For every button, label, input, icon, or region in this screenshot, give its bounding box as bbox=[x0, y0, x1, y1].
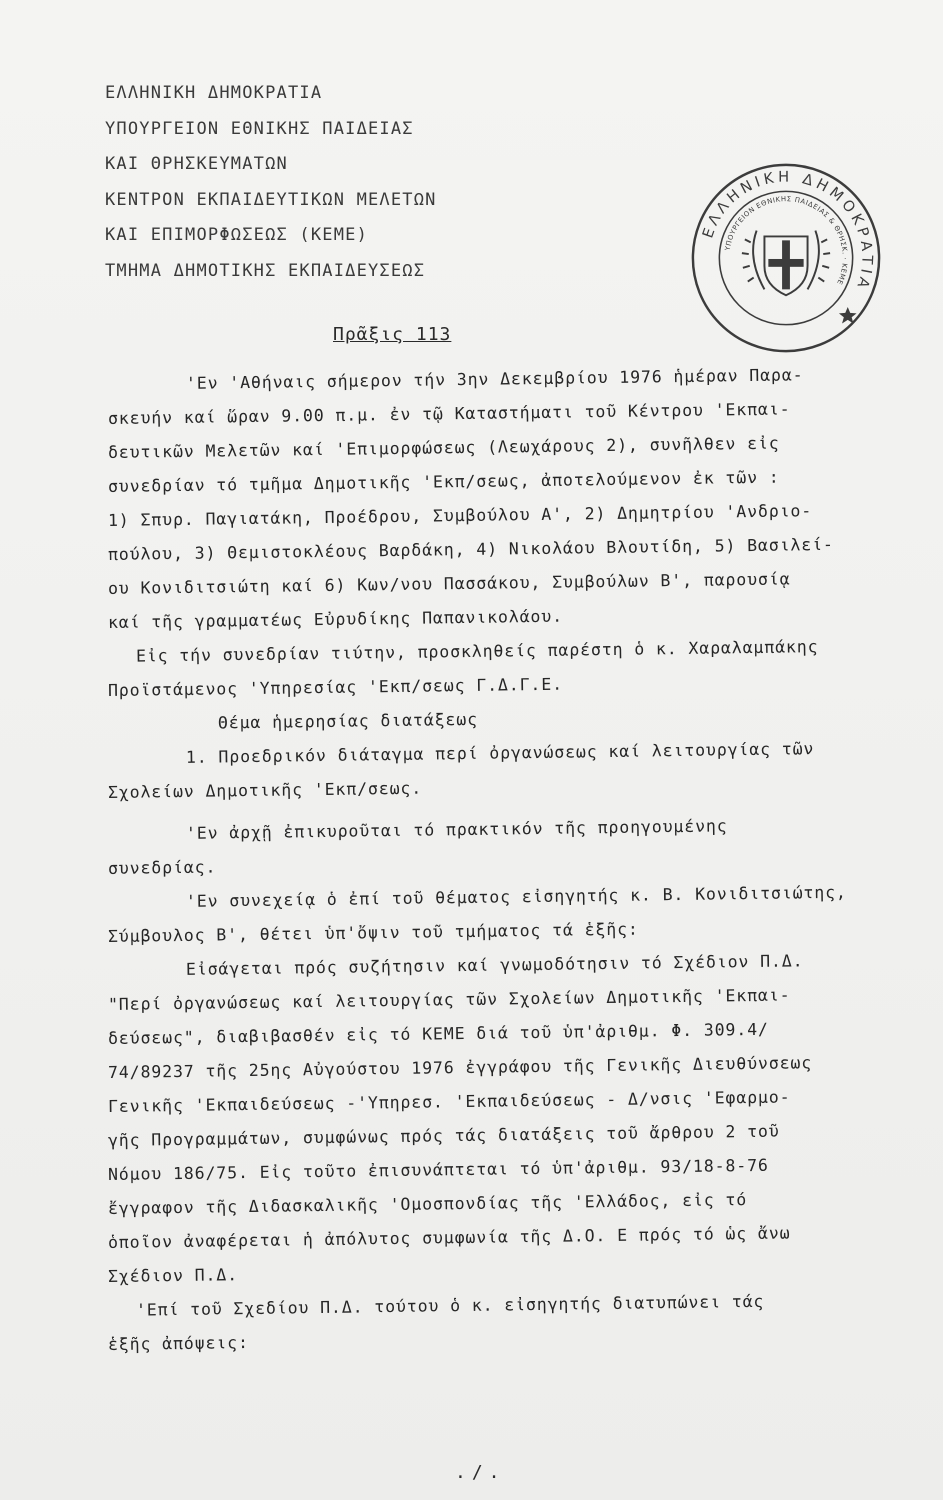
letterhead bbox=[105, 76, 665, 289]
coat-of-arms-icon bbox=[742, 231, 830, 296]
intro-line: δεύσεως", διαβιβασθέν εἰς τό ΚΕΜΕ διά τοῦ ὑπ'ἀριθμ. Φ. 309.4/ bbox=[107, 1019, 769, 1048]
intro-line: 74/89237 τῆς 25ης Αὐγούστου 1976 ἐγγράφου τῆς Γενικῆς Διευθύνσεως bbox=[107, 1053, 813, 1082]
body-line: 1) Σπυρ. Παγιατάκη, Προέδρου, Συμβούλου Α', 2) Δημητρίου 'Ανδριο- bbox=[107, 501, 813, 530]
intro-line: Εἰσάγεται πρός συζήτησιν καί γνωμοδότησιν τό Σχέδιον Π.Δ. bbox=[185, 951, 804, 979]
agenda-item-line: Σχολείων Δημοτικῆς 'Εκπ/σεως. bbox=[107, 778, 423, 802]
intro-line: Γενικῆς 'Εκπαιδεύσεως -'Υπηρεσ. 'Εκπαιδεύσεως - Δ/νσις 'Εφαρμο- bbox=[107, 1087, 791, 1116]
approval-line: 'Εν ἀρχῇ ἐπικυροῦται τό πρακτικόν τῆς προηγουμένης bbox=[185, 816, 728, 843]
letterhead-line: ΕΛΛΗΝΙΚΗ ΔΗΜΟΚΡΑΤΙΑ bbox=[105, 83, 323, 103]
letterhead-line: ΥΠΟΥΡΓΕΙΟΝ ΕΘΝΙΚΗΣ ΠΑΙΔΕΙΑΣ bbox=[105, 118, 414, 139]
opinion-line: 'Επί τοῦ Σχεδίου Π.Δ. τούτου ὁ κ. εἰσηγητής διατυπώνει τάς bbox=[135, 1291, 765, 1320]
letterhead-line: ΚΑΙ ΘΡΗΣΚΕΥΜΑΤΩΝ bbox=[105, 154, 288, 174]
intro-line: γῆς Προγραμμάτων, συμφώνως πρός τάς διατάξεις τοῦ ἄρθρου 2 τοῦ bbox=[107, 1121, 780, 1150]
intro-line: Σχέδιον Π.Δ. bbox=[107, 1265, 239, 1286]
body-line: καί τῆς γραμματέως Εὐρυδίκης Παπανικολάου. bbox=[107, 606, 564, 632]
seal-outer-text: ΕΛΛΗΝΙΚΗ ΔΗΜΟΚΡΑΤΙΑ bbox=[699, 168, 876, 294]
body-line: πούλου, 3) Θεμιστοκλέους Βαρδάκη, 4) Νικολάου Βλουτίδη, 5) Βασιλεί- bbox=[107, 534, 834, 564]
rapporteur-line: 'Εν συνεχείᾳ ὁ ἐπί τοῦ θέματος εἰσηγητής κ. Β. Κονιδιτσιώτης, bbox=[185, 882, 847, 911]
intro-line: ἔγγραφον τῆς Διδασκαλικῆς 'Ομοσπονδίας τῆς 'Ελλάδος, εἰς τό bbox=[107, 1190, 748, 1218]
theme-heading: Θέμα ἡμερησίας διατάξεως bbox=[217, 709, 479, 733]
intro-line: ὁποῖον ἀναφέρεται ἡ ἀπόλυτος συμφωνία τῆς Δ.Ο. Ε πρός τό ὡς ἄνω bbox=[107, 1223, 791, 1252]
body-line: δευτικῶν Μελετῶν καί 'Επιμορφώσεως (Λεωχάρους 2), συνῆλθεν εἰς bbox=[107, 433, 780, 462]
act-title: Πρᾶξις 113 bbox=[333, 324, 452, 345]
letterhead-line: ΤΜΗΜΑ ΔΗΜΟΤΙΚΗΣ ΕΚΠΑΙΔΕΥΣΕΩΣ bbox=[105, 260, 426, 281]
intro-line: Νόμου 186/75. Εἰς τοῦτο ἐπισυνάπτεται τό ὑπ'ἀριθμ. 93/18-8-76 bbox=[107, 1155, 769, 1184]
continuation-marker: ./. bbox=[455, 1462, 506, 1483]
official-seal bbox=[688, 160, 884, 356]
body-line: συνεδρίαν τό τμῆμα Δημοτικῆς 'Εκπ/σεως, ἀποτελούμενον ἐκ τῶν : bbox=[107, 467, 780, 496]
body-line: ου Κονιδιτσιώτη καί 6) Κων/νου Πασσάκου, Συμβούλων Β', παρουσίᾳ bbox=[107, 569, 791, 598]
letterhead-line: ΚΑΙ ΕΠΙΜΟΡΦΩΣΕΩΣ (ΚΕΜΕ) bbox=[105, 225, 369, 245]
opinion-line: ἑξῆς ἀπόψεις: bbox=[107, 1333, 249, 1354]
body-line: σκευήν καί ὥραν 9.00 π.μ. ἐν τῷ Καταστήματι τοῦ Κέντρου 'Εκπαι- bbox=[107, 399, 791, 428]
invited-line: Προϊστάμενος 'Υπηρεσίας 'Εκπ/σεως Γ.Δ.Γ.Ε. bbox=[107, 674, 564, 700]
document-body bbox=[107, 365, 938, 1362]
seal-inner-text: ΥΠΟΥΡΓΕΙΟΝ ΕΘΝΙΚΗΣ ΠΑΙΔΕΙΑΣ & ΘΡΗΣΚ. · ΚΕΜΕ bbox=[723, 195, 849, 287]
intro-line: "Περί ὀργανώσεως καί λειτουργίας τῶν Σχολείων Δημοτικῆς 'Εκπαι- bbox=[107, 985, 791, 1014]
invited-line: Εἰς τήν συνεδρίαν τιύτην, προσκληθείς παρέστη ὁ κ. Χαραλαμπάκης bbox=[135, 637, 819, 666]
rapporteur-line: Σύμβουλος Β', θέτει ὑπ'ὄψιν τοῦ τμήματος τά ἑξῆς: bbox=[107, 919, 639, 946]
agenda-item-line: 1. Προεδρικόν διάταγμα περί ὀργανώσεως καί λειτουργίας τῶν bbox=[185, 739, 815, 767]
body-line: 'Εν 'Αθήναις σήμερον τήν 3ην Δεκεμβρίου 1976 ἡμέραν Παρα- bbox=[185, 365, 804, 393]
letterhead-line: ΚΕΝΤΡΟΝ ΕΚΠΑΙΔΕΥΤΙΚΩΝ ΜΕΛΕΤΩΝ bbox=[105, 189, 437, 210]
approval-line: συνεδρίας. bbox=[107, 857, 217, 878]
